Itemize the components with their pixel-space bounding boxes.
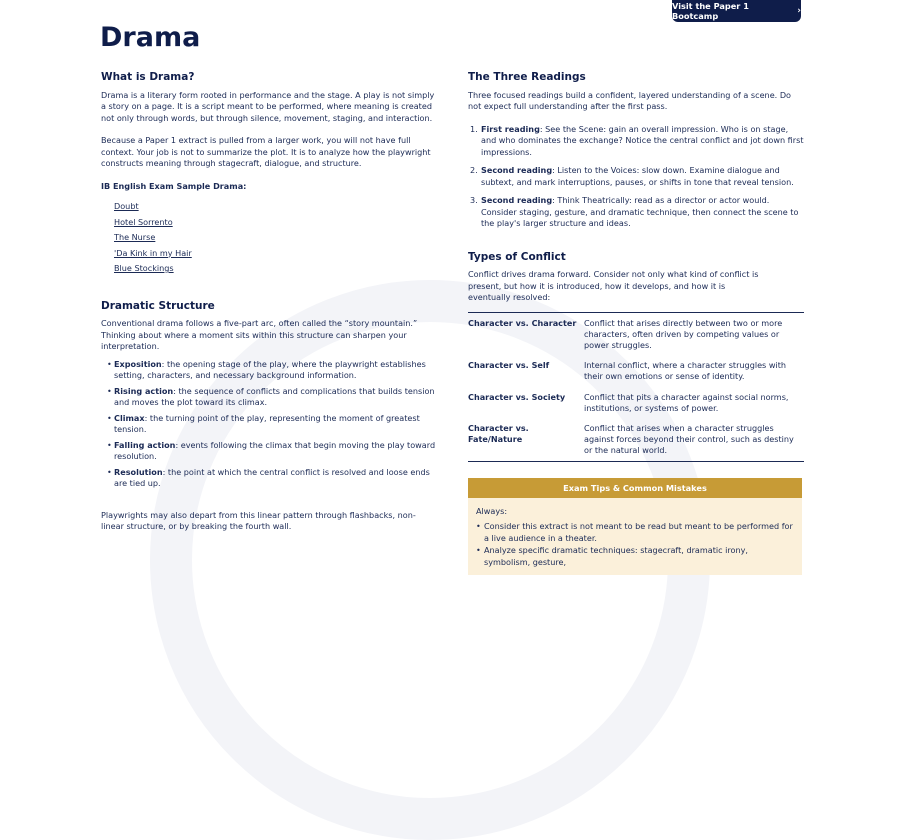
- structure-term: Falling action: [114, 439, 176, 450]
- exam-tips-heading: Exam Tips & Common Mistakes: [468, 478, 802, 498]
- conflict-description: Conflict that pits a character against social norms, institutions, or systems of power.: [584, 391, 789, 413]
- left-column: [101, 72, 436, 544]
- reading-term: Second reading: [481, 165, 553, 175]
- reading-number: 1.: [470, 123, 478, 134]
- conflict-term: Character vs. Character: [468, 317, 577, 328]
- sample-drama-link[interactable]: 'Da Kink in my Hair: [114, 247, 192, 258]
- what-is-drama-paragraph-1: Drama is a literary form rooted in performance and the stage. A play is not simply a story on a page. It is a script meant to be performed, where meaning is created not only through words, but through silence, movement, staging, and interaction.: [101, 89, 435, 123]
- list-item: [114, 201, 436, 213]
- conflict-description: Conflict that arises when a character struggles against forces beyond their control, such as destiny or the natural world.: [584, 422, 794, 456]
- conflict-term: Character vs. Fate/Nature: [468, 422, 529, 445]
- page-title: Drama: [100, 22, 201, 53]
- structure-term: Resolution: [114, 466, 163, 477]
- structure-text: : the turning point of the play, representing the moment of greatest tension.: [114, 412, 420, 434]
- list-item: [107, 386, 436, 409]
- three-readings-section: [468, 72, 804, 230]
- dramatic-structure-section: [101, 301, 436, 533]
- list-item: • Consider this extract is not meant to be read but meant to be performed for a live audience in a theater.: [476, 521, 794, 544]
- what-is-drama-section: [101, 72, 436, 275]
- list-item: [470, 124, 804, 159]
- table-row: [468, 387, 804, 418]
- structure-text: : the opening stage of the play, where the playwright establishes setting, characters, and necessary background information.: [114, 358, 426, 380]
- sample-drama-link[interactable]: Doubt: [114, 201, 139, 211]
- three-readings-heading: The Three Readings: [468, 71, 586, 83]
- reading-text: : Listen to the Voices: slow down. Examine dialogue and subtext, and mark interruptions, pauses, or shifts in tone that reveal tension.: [481, 165, 794, 187]
- types-of-conflict-heading: Types of Conflict: [468, 250, 566, 263]
- list-item: [114, 217, 436, 229]
- reading-number: 2.: [470, 165, 478, 175]
- dramatic-structure-heading: Dramatic Structure: [101, 299, 215, 312]
- right-column: [468, 72, 804, 575]
- conflict-table: [468, 312, 804, 462]
- list-item: [114, 248, 436, 260]
- readings-list: [470, 124, 804, 230]
- sample-drama-link[interactable]: Blue Stockings: [114, 263, 174, 273]
- list-item: [107, 467, 436, 490]
- list-item: [107, 440, 436, 463]
- list-item: [114, 232, 436, 244]
- structure-text: : the sequence of conflicts and complications that builds tension and moves the plot toward its climax.: [114, 385, 435, 407]
- three-readings-intro: Three focused readings build a confident, layered understanding of a scene. Do not expect full understanding after the first pass.: [468, 89, 791, 111]
- exam-tips-box: [468, 478, 802, 576]
- reading-text: : Think Theatrically: read as a director or actor would. Consider staging, gesture, and dramatic technique, then connect the scene to the play's larger structure and ideas.: [481, 195, 799, 228]
- reading-text: : See the Scene: gain an overall impression. Who is on stage, and who dominates the exchange? Notice the central conflict and jot down first impressions.: [481, 123, 804, 157]
- structure-text: : the point at which the central conflict is resolved and loose ends are tied up.: [114, 466, 430, 488]
- reading-term: Second reading: [481, 195, 553, 205]
- dramatic-structure-outro: Playwrights may also depart from this linear pattern through flashbacks, non-linear structure, or by breaking the fourth wall.: [101, 509, 416, 531]
- list-item: [107, 359, 436, 382]
- what-is-drama-paragraph-2: Because a Paper 1 extract is pulled from a larger work, you will not have full context. Your job is not to summarize the plot. It is to analyze how the playwright constructs meaning through stagecraft, dialogue, and structure.: [101, 135, 431, 168]
- sample-drama-label: IB English Exam Sample Drama:: [101, 180, 247, 191]
- structure-term: Rising action: [114, 385, 174, 396]
- conflict-term: Character vs. Society: [468, 391, 566, 402]
- bootcamp-button-label: Visit the Paper 1 Bootcamp: [672, 1, 749, 21]
- types-of-conflict-section: [468, 252, 804, 462]
- structure-term: Exposition: [114, 358, 162, 369]
- structure-text: : events following the climax that begin moving the play toward resolution.: [114, 439, 436, 461]
- types-of-conflict-intro: Conflict drives drama forward. Consider not only what kind of conflict is present, but how it is introduced, how it develops, and how it is eventually resolved:: [468, 269, 759, 302]
- sample-drama-link[interactable]: Hotel Sorrento: [114, 216, 173, 227]
- table-row: [468, 355, 804, 386]
- list-item: [114, 263, 436, 275]
- conflict-description: Internal conflict, where a character struggles with their own emotions or sense of identity.: [584, 360, 787, 382]
- bootcamp-button[interactable]: [672, 0, 801, 22]
- what-is-drama-heading: What is Drama?: [101, 71, 195, 83]
- list-item: [107, 413, 436, 436]
- table-row: [468, 418, 804, 461]
- sample-drama-list: [114, 201, 436, 275]
- list-item: [470, 165, 804, 188]
- table-row: [468, 312, 804, 355]
- structure-term: Climax: [114, 412, 145, 423]
- exam-tips-body: [468, 498, 802, 576]
- structure-list: [107, 359, 436, 490]
- reading-number: 3.: [470, 195, 478, 205]
- conflict-term: Character vs. Self: [468, 360, 550, 371]
- sample-drama-link[interactable]: The Nurse: [114, 232, 156, 242]
- reading-term: First reading: [481, 123, 540, 134]
- list-item: • Analyze specific dramatic techniques: stagecraft, dramatic irony, symbolism, gesture,: [476, 545, 794, 568]
- tips-list: [476, 521, 794, 568]
- always-label: Always:: [476, 505, 508, 516]
- conflict-description: Conflict that arises directly between two or more characters, often driven by competing values or power struggles.: [584, 317, 783, 350]
- dramatic-structure-intro: Conventional drama follows a five-part arc, often called the “story mountain.” Thinking about where a moment sits within this structure can sharpen your interpretation.: [101, 318, 418, 351]
- list-item: [470, 195, 804, 230]
- chevron-right-icon: ›: [797, 6, 801, 16]
